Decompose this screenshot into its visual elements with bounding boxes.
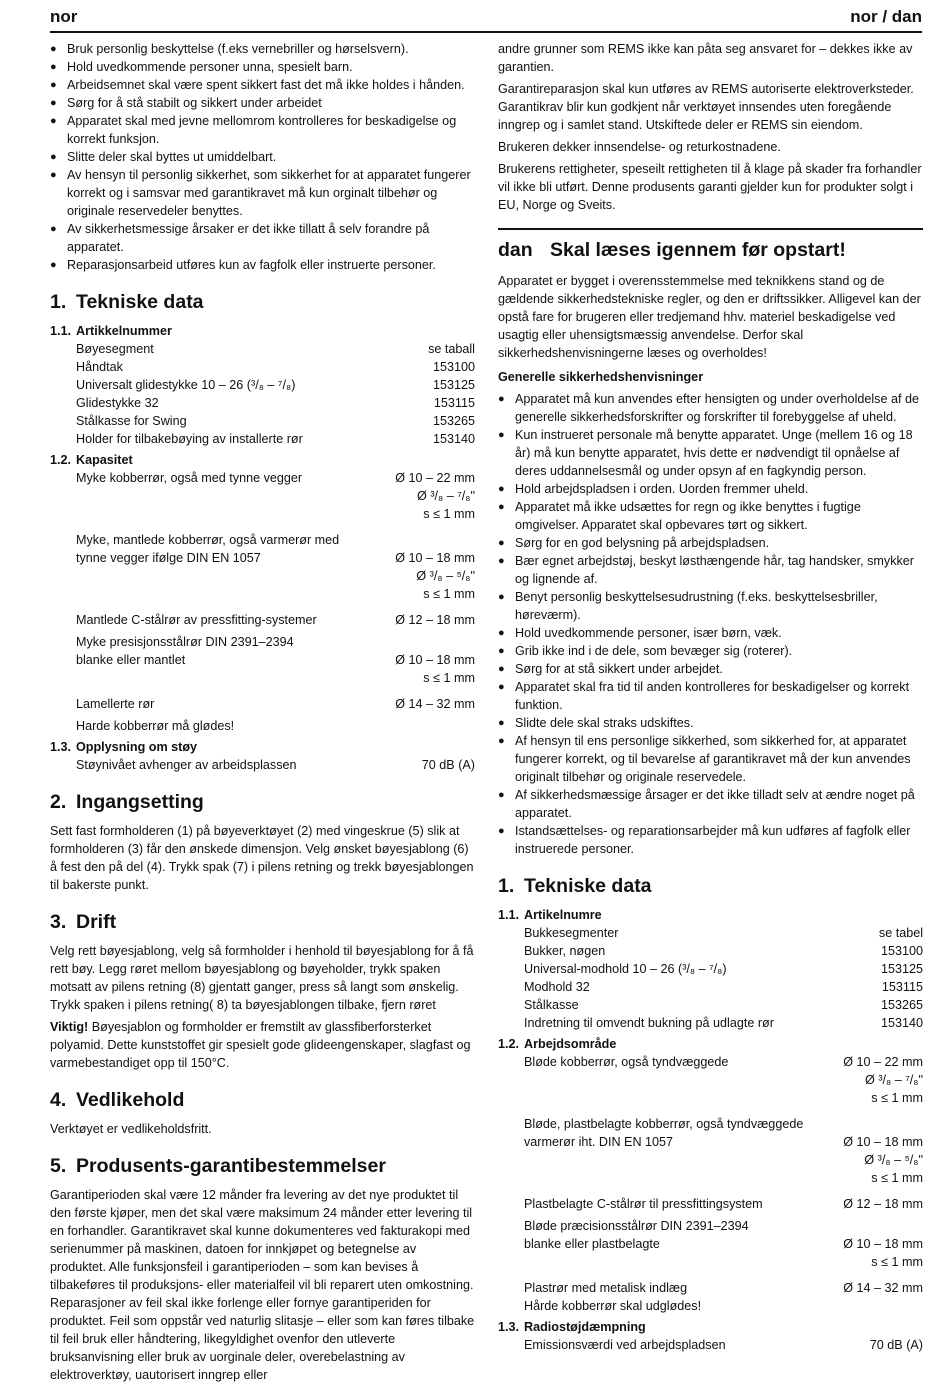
list-item: ● Hold uvedkommende personer unna, spesielt barn. [50,58,475,76]
table-row: blanke eller plastbelagte Ø 10 – 18 mm [524,1237,923,1251]
subsection-1-1: 1.1. Artikkelnummer [50,324,172,338]
paragraph: Garantiperioden skal være 12 månder fra levering av det nye produktet til den første kjøper, men det skal være maksimum 24 månder etter levering til en forhandler. Garantikravet skal kunne dokumenteres ved fakturakopi med serienummer på maskinen, datoen for innkjøpet og betegnelse av produktet. Alle funksjonsfeil i garantiperioden – som kan bevises å tilbakeføres til produksjons- eller materialfeil vil bli reparert uten omkostning. Reparasjoner av feil skal ikke forlenge eller fornye garantiperiden for produktet. Feil som oppstår ved naturlig slitasje – eller som kan føres tilbake til feil bruk eller håndtering, likegyldighet ovenfor den utleverte bruksanvisning eller bruk av uorginale deler, overebelastning av elektroverktøy, uautorisert inngrep eller [50,1188,475,1382]
table-row: Bukker, nøgen 153100 [524,944,923,958]
subheading: Generelle sikkerhedshenvisninger [498,370,704,384]
section-heading-4: 4. Vedlikehold [50,1089,185,1111]
table-row: Mantlede C-stålrør av pressfitting-systemer Ø 12 – 18 mm [76,613,475,627]
list-item: ● Apparatet skal fra tid til anden kontrolleres for beskadigelser og korrekt funktion. [498,678,923,714]
list-item: ● Reparasjonsarbeid utføres kun av fagfolk eller instruerte personer. [50,256,475,274]
table-row: Hårde kobberrør skal udglødes! [524,1299,702,1313]
list-item: ● Af sikkerhedsmæssige årsager er det ikke tilladt selv at ændre noget på apparatet. [498,786,923,822]
table-row: Universal-modhold 10 – 26 (³/₈ – ⁷/₈) 153125 [524,962,923,976]
table-row: blanke eller mantlet Ø 10 – 18 mm [76,653,475,667]
subsection-1-1-dan: 1.1. Artikelnumre [498,908,602,922]
table-row: Myke kobberrør, også med tynne vegger Ø 10 – 22 mm [76,471,475,485]
list-item: ● Sørg for å stå stabilt og sikkert under arbeidet [50,94,475,112]
list-item: ● Sørg for en god belysning på arbejdspladsen. [498,534,923,552]
section-heading-3: 3. Drift [50,911,117,933]
section-heading-1: 1. Tekniske data [50,291,204,313]
subsection-1-3-dan: 1.3. Radiostøjdæmpning [498,1320,646,1334]
table-row: Bøyesegment se taball [76,342,475,356]
list-item: ● Af hensyn til ens personlige sikkerhed, som sikkerhed for, at apparatet fungerer korrekt, og til bevarelse af garantikravet må der kun anvendes originalt tilbehør og originale reservedele. [498,732,923,786]
table-row: Harde kobberrør må glødes! [76,719,235,733]
table-row: Emissionsværdi ved arbejdspladsen 70 dB (A) [524,1338,923,1352]
table-row: Plastrør med metalisk indlæg Ø 14 – 32 mm [524,1281,923,1295]
table-value: s ≤ 1 mm [871,1255,923,1269]
list-item: ● Av hensyn til personlig sikkerhet, som sikkerhet for at apparatet fungerer korrekt og i samsvar med garantikravet må kun orginalt tilbehør og originale reservedeler benyttes. [50,166,475,220]
table-row: tynne vegger ifølge DIN EN 1057 Ø 10 – 18 mm [76,551,475,565]
header-left: nor [50,7,78,26]
paragraph: Sett fast formholderen (1) på bøyeverktøyet (2) med vingeskrue (5) slik at formholderen (3) får den ønskede dimensjon. Velg ønsket bøyesjablong (6) å fest den på del (4). Trykk spak (7) i pilens retning og trekk bøyesjablongen til bakerste punkt. [50,824,474,892]
right-column [498,40,923,1354]
dan-section-heading: dan Skal læses igennem før opstart! [498,228,923,262]
list-item: ● Arbeidsemnet skal være spent sikkert fast det må ikke holdes i hånden. [50,76,475,94]
paragraph: Garantireparasjon skal kun utføres av REMS autoriserte elektroverksteder. Garantikrav blir kun godkjent når verktøyet innsendes uten foregående inngrep og i samlet stand. Utskiftede deler er REMS sin eiendom. [498,82,914,132]
subsection-1-2: 1.2. Kapasitet [50,453,133,467]
table-row: Glidestykke 32 153115 [76,396,475,410]
paragraph: andre grunner som REMS ikke kan påta seg ansvaret for – dekkes ikke av garantien. [498,42,913,74]
list-item: ● Apparatet må kun anvendes efter hensigten og under overholdelse af de generelle sikkerhedsforskrifter og forskrifter til forebyggelse af uheld. [498,390,923,426]
subsection-1-3: 1.3. Opplysning om støy [50,740,198,754]
table-value: s ≤ 1 mm [871,1091,923,1105]
table-value: s ≤ 1 mm [871,1171,923,1185]
table-row: Universalt glidestykke 10 – 26 (³/₈ – ⁷/₈) 153125 [76,378,475,392]
dan-safety-list [498,390,923,858]
table-value: s ≤ 1 mm [423,587,475,601]
left-column [50,40,475,1388]
table-value: s ≤ 1 mm [423,671,475,685]
table-row: Stålkasse 153265 [524,998,923,1012]
table-value: Ø ³/₈ – ⁵/₈" [416,569,475,583]
subsection-1-2-dan: 1.2. Arbejdsområde [498,1037,617,1051]
list-item: ● Hold arbejdspladsen i orden. Uorden fremmer uheld. [498,480,923,498]
table-value: Ø ³/₈ – ⁵/₈" [864,1153,923,1167]
table-value: Ø ³/₈ – ⁷/₈" [865,1073,923,1087]
section-heading-5: 5. Produsents-garantibestemmelser [50,1155,386,1177]
table-value: s ≤ 1 mm [423,507,475,521]
nor-safety-list [50,40,475,274]
table-row: Myke, mantlede kobberrør, også varmerør med [76,533,340,547]
table-row: Myke presisjonsstålrør DIN 2391–2394 [76,635,294,649]
list-item: ● Grib ikke ind i de dele, som bevæger sig (roterer). [498,642,923,660]
section-heading-2: 2. Ingangsetting [50,791,204,813]
table-row: Stålkasse for Swing 153265 [76,414,475,428]
list-item: ● Av sikkerhetsmessige årsaker er det ikke tillatt å selv forandre på apparatet. [50,220,475,256]
table-row: Bukkesegmenter se tabel [524,926,923,940]
table-row: Bløde præcisionsstålrør DIN 2391–2394 [524,1219,749,1233]
paragraph: Velg rett bøyesjablong, velg så formholder i henhold til bøyesjablong for å få rett bøy. Legg røret mellom bøyesjablong og bøyeholder, trykk spaken motsatt av pilens retning (8) gjentatt ganger, press så langt som ønskelig. Trykk spaken i pilens retning( 8) ta bøyesjablongen tilbake, fjern røret [50,944,474,1012]
list-item: ● Bær egnet arbejdstøj, beskyt løsthængende hår, tag handsker, smykker og lignende af. [498,552,923,588]
list-item: ● Istandsættelses- og reparationsarbejder må kun udføres af fagfolk eller instruerede personer. [498,822,923,858]
table-row: varmerør iht. DIN EN 1057 Ø 10 – 18 mm [524,1135,923,1149]
table-row: Modhold 32 153115 [524,980,923,994]
list-item: ● Kun instrueret personale må benytte apparatet. Unge (mellem 16 og 18 år) må kun benytte apparatet, hvis dette er nødvendigt til opnåelse af deres uddannelsesmål og under opsyn af en fagkyndig person. [498,426,923,480]
list-item: ● Apparatet må ikke udsættes for regn og ikke benyttes i fugtige omgivelser. Apparatet skal opbevares tørt og sikkert. [498,498,923,534]
paragraph: Brukerens rettigheter, speseilt rettigheten til å klage på skader fra forhandler vil ikke bli utført. Denne produsents garanti gjelder kun for produkter solgt i EU, Norge og Sveits. [498,162,922,212]
list-item: ● Bruk personlig beskyttelse (f.eks vernebriller og hørselsvern). [50,40,475,58]
list-item: ● Slitte deler skal byttes ut umiddelbart. [50,148,475,166]
paragraph: Apparatet er bygget i overensstemmelse med teknikkens stand og de gældende sikkerhedstekniske regler, og den er driftssikker. Alligevel kan der opstå fare for brugeren eller tredjemand hhv. materiel beskadigelse ved usagtig eller uhensigtsmæssig anvendelse. Derfor skal sikkerhedshenvisningerne læses og overholdes! [498,274,921,360]
header-rule [50,31,922,33]
table-row: Bløde, plastbelagte kobberrør, også tyndvæggede [524,1117,804,1131]
table-row: Indretning til omvendt bukning på udlagte rør 153140 [524,1016,923,1030]
table-row: Støynivået avhenger av arbeidsplassen 70 dB (A) [76,758,475,772]
table-row: Plastbelagte C-stålrør til pressfittingsystem Ø 12 – 18 mm [524,1197,923,1211]
paragraph: Brukeren dekker innsendelse- og returkostnadene. [498,140,781,154]
paragraph: Viktig! Bøyesjablon og formholder er fremstilt av glassfiberforsterket polyamid. Dette kunststoffet gir spesielt gode glideengenskaper, slagfast og varmebestandiget opp til 150°C. [50,1020,471,1070]
section-heading-1-dan: 1. Tekniske data [498,875,652,897]
list-item: ● Apparatet skal med jevne mellomrom kontrolleres for beskadigelse og korrekt funksjon. [50,112,475,148]
paragraph: Verktøyet er vedlikeholdsfritt. [50,1122,212,1136]
list-item: ● Sørg for at stå sikkert under arbejdet. [498,660,923,678]
table-row: Bløde kobberrør, også tyndvæggede Ø 10 – 22 mm [524,1055,923,1069]
table-row: Holder for tilbakebøying av installerte rør 153140 [76,432,475,446]
table-value: Ø ³/₈ – ⁷/₈" [417,489,475,503]
list-item: ● Slidte dele skal straks udskiftes. [498,714,923,732]
list-item: ● Benyt personlig beskyttelsesudrustning (f.eks. beskyttelsesbriller, høreværm). [498,588,923,624]
table-row: Lamellerte rør Ø 14 – 32 mm [76,697,475,711]
table-row: Håndtak 153100 [76,360,475,374]
header-right: nor / dan [850,7,922,26]
list-item: ● Hold uvedkommende personer, især børn, væk. [498,624,923,642]
